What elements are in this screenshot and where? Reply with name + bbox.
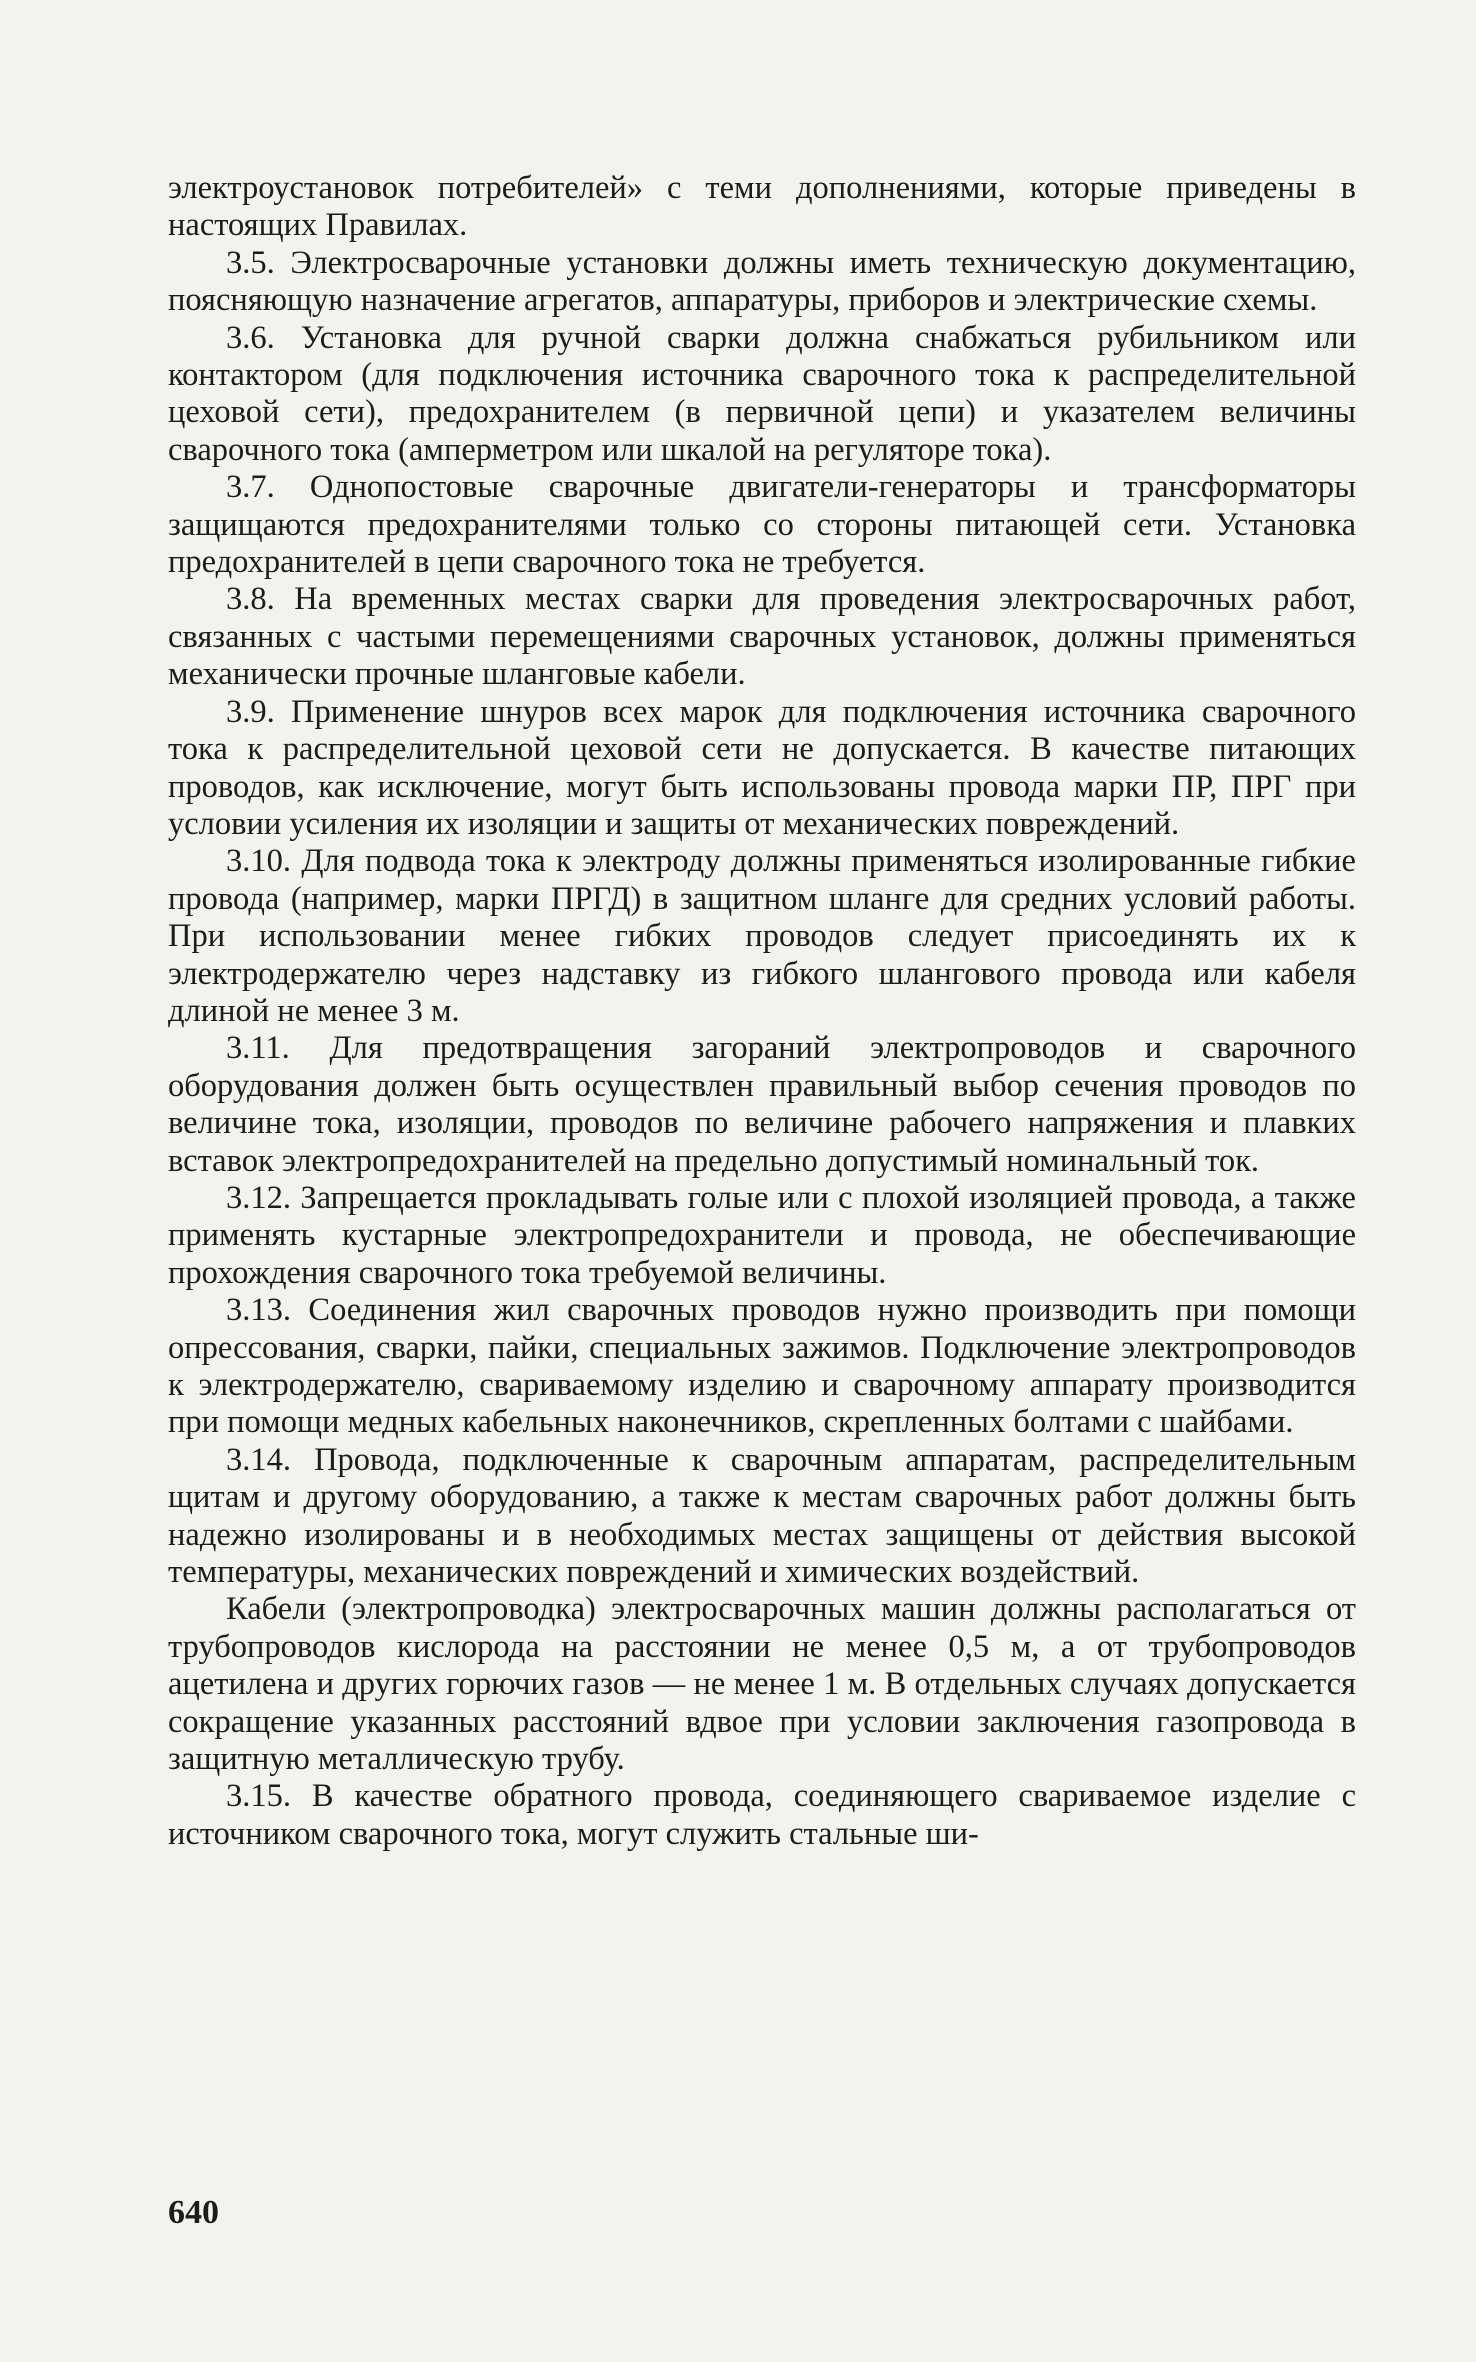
paragraph-3-10: 3.10. Для подвода тока к электроду должны применяться изолированные гибкие провода (например, марки ПРГД) в защитном шланге для средних условий работы. При использовании менее гибких проводов следует присоединять их к электродержателю через надставку из гибкого шлангового провода или кабеля длиной не менее 3 м. — [168, 843, 1356, 1029]
paragraph-continuation: электроустановок потребителей» с теми дополнениями, которые приведены в настоящих Правилах. — [168, 170, 1356, 244]
paragraph-3-5: 3.5. Электросварочные установки должны иметь техническую документацию, поясняющую назначение агрегатов, аппаратуры, приборов и электрические схемы. — [168, 244, 1356, 319]
paragraph-cables: Кабели (электропроводка) электросварочных машин должны располагаться от трубопроводов кислорода на расстоянии не менее 0,5 м, а от трубопроводов ацетилена и других горючих газов — не менее 1 м. В отдельных случаях допускается сокращение указанных расстояний вдвое при условии заключения газопровода в защитную металлическую трубу. — [168, 1591, 1356, 1778]
page-number: 640 — [168, 2194, 219, 2231]
paragraph-3-14: 3.14. Провода, подключенные к сварочным аппаратам, распределительным щитам и другому оборудованию, а также к местам сварочных работ должны быть надежно изолированы и в необходимых местах защищены от действия высокой температуры, механических повреждений и химических воздействий. — [168, 1441, 1356, 1591]
paragraph-3-7: 3.7. Однопостовые сварочные двигатели-генераторы и трансформаторы защищаются предохранителями только со стороны питающей сети. Установка предохранителей в цепи сварочного тока не требуется. — [168, 469, 1356, 581]
paragraph-3-8: 3.8. На временных местах сварки для проведения электросварочных работ, связанных с частыми перемещениями сварочных установок, должны применяться механически прочные шланговые кабели. — [168, 581, 1356, 693]
page-body — [168, 170, 1356, 1853]
paragraph-3-15: 3.15. В качестве обратного провода, соединяющего свариваемое изделие с источником сварочного тока, могут служить стальные ши- — [168, 1778, 1356, 1852]
paragraph-3-6: 3.6. Установка для ручной сварки должна снабжаться рубильником или контактором (для подключения источника сварочного тока к распределительной цеховой сети), предохранителем (в первичной цепи) и указателем величины сварочного тока (амперметром или шкалой на регуляторе тока). — [168, 319, 1356, 468]
paragraph-3-12: 3.12. Запрещается прокладывать голые или с плохой изоляцией провода, а также применять кустарные электропредохранители и провода, не обеспечивающие прохождения сварочного тока требуемой величины. — [168, 1179, 1356, 1291]
paragraph-3-11: 3.11. Для предотвращения загораний электропроводов и сварочного оборудования должен быть осуществлен правильный выбор сечения проводов по величине тока, изоляции, проводов по величине рабочего напряжения и плавких вставок электропредохранителей на предельно допустимый номинальный ток. — [168, 1030, 1356, 1179]
paragraph-3-9: 3.9. Применение шнуров всех марок для подключения источника сварочного тока к распределительной цеховой сети не допускается. В качестве питающих проводов, как исключение, могут быть использованы провода марки ПР, ПРГ при условии усиления их изоляции и защиты от механических повреждений. — [168, 693, 1356, 842]
paragraph-3-13: 3.13. Соединения жил сварочных проводов нужно производить при помощи опрессования, сварки, пайки, специальных зажимов. Подключение электропроводов к электродержателю, свариваемому изделию и сварочному аппарату производится при помощи медных кабельных наконечников, скрепленных болтами с шайбами. — [168, 1292, 1356, 1441]
